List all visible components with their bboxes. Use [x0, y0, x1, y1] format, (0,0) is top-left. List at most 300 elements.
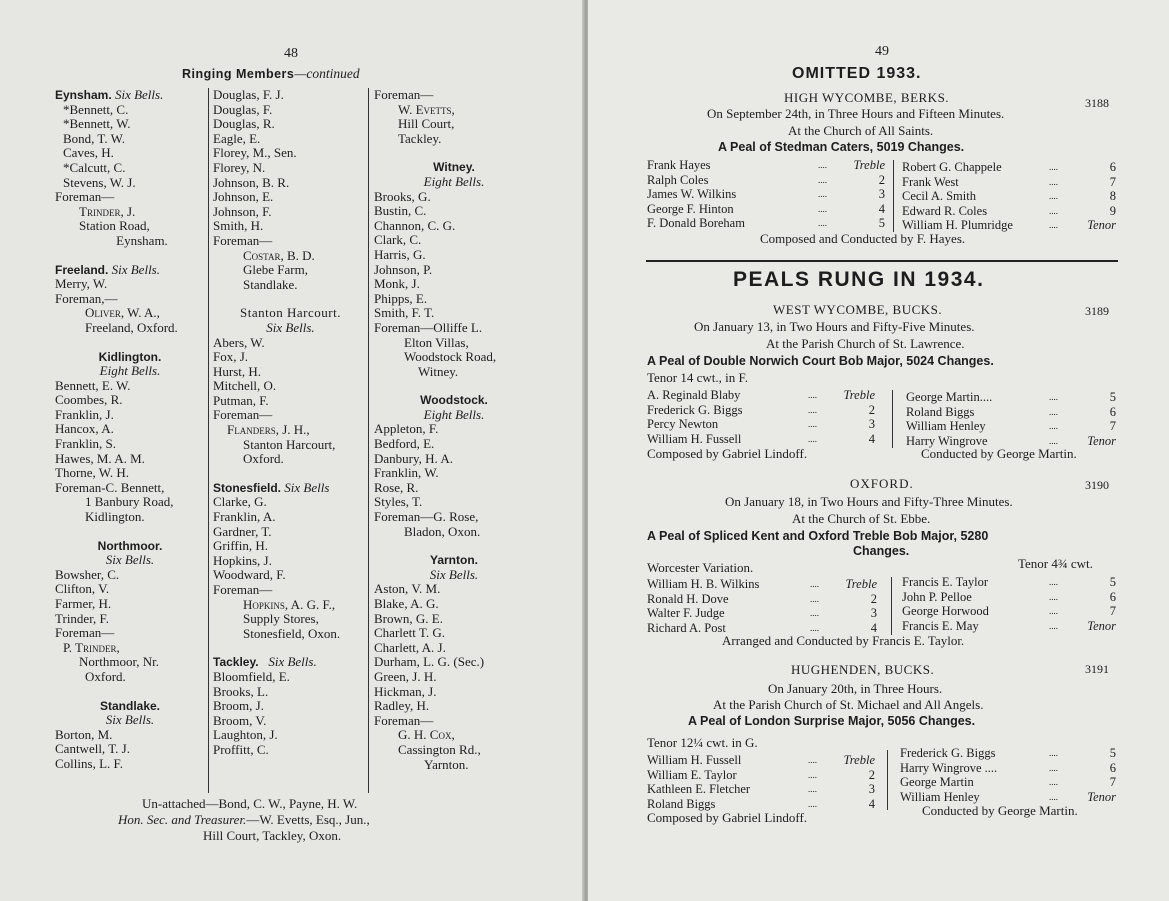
ringer-row	[906, 405, 1118, 420]
stanton-members	[213, 336, 368, 409]
bell-position: 7	[1109, 775, 1116, 789]
leader-dots: ....	[1049, 777, 1058, 787]
member-name: Brown, G. E.	[374, 610, 443, 626]
leader-dots: ....	[818, 160, 827, 170]
member-name: Durham, L. G. (Sec.)	[374, 654, 485, 670]
foreman-label: Foreman—	[213, 407, 273, 423]
foreman-address: Stonesfield, Oxon.	[243, 625, 341, 641]
ringers-divider	[891, 577, 892, 635]
rung-heading: PEALS RUNG IN 1934.	[733, 268, 985, 291]
peal-composer: Composed and Conducted by F. Hayes.	[760, 231, 966, 246]
bells-label: Eight Bells.	[99, 363, 161, 379]
foreman-name: W. Evetts,	[398, 101, 455, 117]
ringer-name: Frederick G. Biggs	[647, 402, 743, 417]
member-name: Rose, R.	[374, 479, 419, 495]
ringer-row	[647, 202, 887, 217]
bell-position: 7	[1109, 419, 1116, 433]
section-kidlington: Kidlington.	[98, 349, 162, 364]
member-name: Hurst, H.	[213, 363, 262, 379]
ringer-row	[647, 158, 887, 173]
member-name: Coombes, R.	[55, 392, 123, 408]
leader-dots: ....	[808, 798, 817, 809]
leader-dots: ....	[810, 579, 819, 589]
section-freeland: Freeland. Six Bells.	[55, 261, 160, 277]
leader-dots: ....	[1049, 205, 1058, 216]
ringer-name: F. Donald Boreham	[647, 216, 745, 230]
northmoor-members	[55, 568, 205, 626]
peal-place: WEST WYCOMBE, BUCKS.	[773, 302, 943, 317]
member-name: Monk, J.	[374, 276, 420, 292]
leader-dots: ....	[1049, 791, 1058, 802]
leader-dots: ....	[808, 419, 817, 429]
peal-place: HIGH WYCOMBE, BERKS.	[784, 90, 950, 105]
section-northmoor: Northmoor.	[97, 538, 163, 553]
bell-position: 6	[1109, 589, 1116, 604]
leader-dots: ....	[808, 404, 817, 415]
leader-dots: ....	[1049, 421, 1058, 431]
member-name: Clifton, V.	[55, 581, 110, 597]
ringer-name: Frank West	[902, 174, 959, 189]
peal-number: 3191	[1085, 662, 1109, 676]
bell-position: 7	[1109, 604, 1116, 618]
member-name: Merry, W.	[55, 276, 108, 292]
member-name: Bennett, E. W.	[55, 377, 131, 393]
peal-tenor: Tenor 12¼ cwt. in G.	[647, 735, 758, 750]
tackley-members	[213, 670, 368, 758]
leader-dots: ....	[1049, 162, 1058, 172]
yarnton-members	[374, 582, 534, 713]
member-name: Aston, V. M.	[374, 581, 441, 597]
leader-dots: ....	[1049, 191, 1058, 201]
ringer-row	[647, 173, 887, 188]
leader-dots: ....	[808, 755, 817, 765]
peal-conductor: Conducted by George Martin.	[921, 446, 1077, 461]
ringer-name: Walter F. Judge	[647, 606, 725, 620]
member-name: Douglas, R.	[213, 116, 275, 132]
leader-dots: ....	[1049, 577, 1058, 587]
ringer-name: Edward R. Coles	[902, 203, 988, 218]
ringer-name: Roland Biggs	[906, 404, 975, 419]
member-name: Florey, N.	[213, 159, 266, 175]
foreman-address: Woodstock Road,	[404, 349, 497, 365]
member-name: Laughton, J.	[213, 727, 278, 743]
member-name: Clarke, G.	[213, 494, 267, 510]
peal-date: On September 24th, in Three Hours and Fifteen Minutes.	[707, 106, 1005, 121]
section-tackley: Tackley. Six Bells.	[213, 654, 317, 670]
ringer-row	[902, 160, 1118, 175]
bell-position: 5	[1109, 746, 1116, 760]
ringer-name: William Henley	[900, 789, 980, 804]
foreman-address: Oxford.	[85, 668, 126, 684]
ringer-name: George Martin	[900, 775, 974, 789]
right-page	[588, 0, 1169, 901]
ringer-name: Frank Hayes	[647, 158, 711, 172]
member-name: Franklin, S.	[55, 436, 117, 452]
section-eynsham: Eynsham. Six Bells.	[55, 87, 164, 102]
member-name: Bustin, C.	[374, 203, 427, 219]
peal-date: On January 20th, in Three Hours.	[768, 681, 943, 696]
ringer-name: William Henley	[906, 419, 986, 433]
section-witney: Witney.	[433, 160, 475, 175]
peal-title: A Peal of Double Norwich Court Bob Major, 5024 Changes.	[647, 354, 994, 368]
witney-members	[374, 190, 534, 321]
member-name: Johnson, B. R.	[213, 174, 290, 190]
ringer-row	[647, 797, 877, 812]
section-woodstock: Woodstock.	[420, 393, 488, 408]
foreman-name: P. Trinder,	[63, 639, 120, 655]
ringer-name: Roland Biggs	[647, 796, 716, 811]
leader-dots: ....	[1049, 620, 1058, 631]
woodstock-members	[374, 422, 534, 510]
peal-church: At the Church of St. Ebbe.	[792, 511, 931, 526]
foreman-address: 1 Banbury Road,	[85, 494, 174, 510]
foreman-address: Glebe Farm,	[243, 262, 308, 278]
member-name: Proffitt, C.	[213, 741, 269, 757]
ringers-left	[647, 753, 877, 811]
bell-position: 2	[868, 402, 875, 417]
member-name: Smith, F. T.	[374, 305, 435, 321]
member-name: Harris, G.	[374, 246, 426, 262]
leader-dots: ....	[810, 593, 819, 604]
ringer-name: Richard A. Post	[647, 620, 726, 635]
ringer-name: Francis E. May	[902, 618, 979, 633]
foreman-name: Hopkins, A. G. F.,	[243, 596, 336, 612]
leader-dots: ....	[1049, 606, 1058, 616]
member-name: Collins, L. F.	[55, 755, 123, 771]
bell-position: Tenor	[1087, 218, 1116, 232]
bell-position: 3	[868, 782, 875, 796]
leader-dots: ....	[1049, 762, 1058, 773]
member-name: Hopkins, J.	[213, 552, 272, 568]
member-name: Broom, V.	[213, 712, 267, 728]
peal-church: At the Parish Church of St. Michael and All Angels.	[713, 697, 984, 712]
bell-position: 6	[1109, 160, 1116, 174]
ringer-name: John P. Pelloe	[902, 589, 972, 604]
peal-composer: Composed by Gabriel Lindoff.	[647, 810, 808, 825]
bell-position: Treble	[843, 388, 875, 402]
bells-label: Eight Bells.	[423, 406, 485, 422]
leader-dots: ....	[1049, 392, 1058, 402]
ringer-row	[902, 204, 1118, 219]
members-column-1	[55, 88, 205, 772]
page-title: Ringing Members—continued	[182, 66, 360, 81]
hon-sec-line: Hon. Sec. and Treasurer.—W. Evetts, Esq., Jun.,	[118, 812, 370, 827]
member-name: Hawes, M. A. M.	[55, 450, 145, 466]
member-name: Franklin, J.	[55, 406, 114, 422]
stonesfield-members	[213, 495, 368, 583]
section-stanton-harcourt: Stanton Harcourt.	[240, 305, 341, 321]
bell-position: 2	[870, 591, 877, 606]
ringer-name: Ralph Coles	[647, 172, 709, 187]
ringers-right	[900, 746, 1118, 804]
foreman-address: Freeland, Oxford.	[85, 319, 178, 335]
peal-title-cont: Changes.	[853, 544, 910, 558]
ringer-row	[900, 775, 1118, 790]
peal-church: At the Parish Church of St. Lawrence.	[766, 336, 965, 351]
member-name: Bedford, E.	[374, 436, 435, 452]
ringer-name: William E. Taylor	[647, 767, 737, 782]
member-name: Styles, T.	[374, 494, 423, 510]
bell-position: 4	[868, 431, 875, 446]
member-name: Johnson, F.	[213, 203, 272, 219]
leader-dots: ....	[808, 390, 817, 400]
leader-dots: ....	[810, 622, 819, 633]
foreman-name: Oliver, W. A.,	[85, 305, 160, 321]
member-name: Mitchell, O.	[213, 378, 277, 394]
member-name: Putman, F.	[213, 392, 269, 408]
bells-label: Six Bells.	[105, 712, 155, 728]
foreman-address: Kidlington.	[85, 509, 145, 525]
ringer-name: George F. Hinton	[647, 201, 734, 216]
foreman-address: Hill Court,	[398, 116, 455, 132]
standlake-members	[55, 728, 205, 772]
bell-position: 6	[1109, 760, 1116, 775]
ringer-row	[900, 761, 1118, 776]
bells-label: Six Bells.	[266, 319, 315, 335]
kidlington-members	[55, 379, 205, 481]
continued-members	[213, 88, 368, 234]
ringer-row	[647, 432, 877, 447]
unattached-line: Un-attached—Bond, C. W., Payne, H. W.	[142, 796, 358, 811]
ringers-divider	[887, 750, 888, 810]
member-name: Florey, M., Sen.	[213, 145, 297, 161]
member-name: Trinder, F.	[55, 610, 109, 626]
peal-church: At the Church of All Saints.	[788, 123, 934, 138]
bell-position: Treble	[845, 577, 877, 591]
member-name: *Bennett, W.	[63, 116, 131, 132]
ringers-left	[647, 577, 879, 635]
peal-variation: Worcester Variation.	[647, 560, 754, 575]
bell-position: 4	[868, 796, 875, 811]
member-name: Caves, H.	[63, 145, 114, 161]
bells-label: Six Bells.	[105, 552, 155, 568]
bell-position: Treble	[843, 753, 875, 767]
member-name: Brooks, G.	[374, 188, 431, 204]
section-standlake: Standlake.	[99, 698, 161, 713]
leader-dots: ....	[818, 174, 827, 185]
foreman-address: Station Road,	[79, 218, 150, 234]
foreman-label: Foreman—	[374, 712, 434, 728]
foreman-name: Trinder, J.	[79, 203, 136, 219]
ringer-row	[906, 390, 1118, 405]
bells-label: Six Bells.	[429, 566, 479, 582]
ringer-row	[902, 604, 1118, 619]
member-name: Smith, H.	[213, 218, 264, 234]
leader-dots: ....	[1049, 748, 1058, 758]
foreman-label: Foreman—	[55, 189, 115, 205]
section-stonesfield: Stonesfield. Six Bells	[213, 479, 330, 495]
leader-dots: ....	[1049, 176, 1058, 187]
ringer-row	[900, 790, 1118, 805]
bell-position: 9	[1109, 203, 1116, 218]
ringers-left	[647, 388, 877, 446]
ringer-row	[902, 619, 1118, 634]
ringer-name: William H. Plumridge	[902, 218, 1013, 232]
ringer-row	[647, 187, 887, 202]
ringer-name: James W. Wilkins	[647, 187, 737, 201]
member-name: Bloomfield, E.	[213, 668, 290, 684]
peal-date: On January 18, in Two Hours and Fifty-Three Minutes.	[725, 494, 1013, 509]
leader-dots: ....	[818, 218, 827, 228]
member-name: Appleton, F.	[374, 421, 439, 437]
bell-position: 2	[878, 172, 885, 187]
ringer-name: William H. B. Wilkins	[647, 577, 760, 591]
ringer-name: Ronald H. Dove	[647, 591, 729, 606]
ringers-divider	[893, 160, 894, 232]
members-column-3	[374, 88, 534, 772]
ringer-name: George Horwood	[902, 604, 989, 618]
ringer-row	[647, 592, 879, 607]
bell-position: 2	[868, 767, 875, 782]
members-column-2	[213, 88, 368, 758]
peal-tenor: Tenor 14 cwt., in F.	[647, 370, 748, 385]
peal-title: A Peal of Spliced Kent and Oxford Treble Bob Major, 5280	[647, 529, 989, 543]
member-name: Green, J. H.	[374, 668, 437, 684]
ringer-row	[647, 606, 879, 621]
leader-dots: ....	[810, 608, 819, 618]
member-name: Borton, M.	[55, 726, 113, 742]
bell-position: Treble	[853, 158, 885, 172]
bell-position: 4	[878, 201, 885, 216]
bell-position: 4	[870, 620, 877, 635]
peal-composer: Composed by Gabriel Lindoff.	[647, 446, 808, 461]
foreman-address: Elton Villas,	[404, 334, 469, 350]
member-name: Bowsher, C.	[55, 566, 120, 582]
ringers-right	[906, 390, 1118, 448]
ringer-name: Francis E. Taylor	[902, 575, 989, 589]
foreman-address: Cassington Rd.,	[398, 741, 481, 757]
leader-dots: ....	[818, 203, 827, 214]
leader-dots: ....	[808, 433, 817, 444]
ringer-row	[902, 575, 1118, 590]
section-rule	[646, 260, 1118, 262]
foreman-address: Standlake.	[243, 276, 298, 292]
ringer-row	[902, 175, 1118, 190]
leader-dots: ....	[818, 189, 827, 199]
column-rule	[208, 88, 209, 793]
peal-composer: Arranged and Conducted by Francis E. Taylor.	[722, 633, 965, 648]
ringers-left	[647, 158, 887, 231]
bells-label: Eight Bells.	[423, 173, 485, 189]
foreman-label: Foreman—	[213, 232, 273, 248]
member-name: Franklin, A.	[213, 509, 276, 525]
bell-position: 6	[1109, 404, 1116, 419]
member-name: Bond, T. W.	[63, 130, 126, 146]
leader-dots: ....	[1049, 220, 1058, 230]
left-page	[0, 0, 584, 901]
member-name: Johnson, E.	[213, 189, 274, 205]
ringers-right	[902, 160, 1118, 233]
page-number-right: 49	[875, 44, 889, 59]
ringer-row	[647, 768, 877, 783]
peal-title: A Peal of Stedman Caters, 5019 Changes.	[718, 140, 965, 154]
member-name: Douglas, F. J.	[213, 87, 284, 102]
ringer-row	[902, 590, 1118, 605]
bell-position: 5	[878, 216, 885, 230]
bell-position: 5	[1109, 575, 1116, 589]
bell-position: 3	[870, 606, 877, 620]
member-name: Franklin, W.	[374, 465, 439, 481]
foreman-line: Foreman—G. Rose,	[374, 509, 479, 525]
member-name: Stevens, W. J.	[63, 174, 136, 190]
foreman-label: Foreman—	[55, 625, 115, 641]
foreman-address: Stanton Harcourt,	[243, 436, 336, 452]
page-number-left: 48	[284, 46, 298, 61]
ringer-row	[647, 417, 877, 432]
ringer-name: Kathleen E. Fletcher	[647, 782, 751, 796]
peal-place: OXFORD.	[850, 476, 914, 491]
freeland-members	[55, 277, 205, 292]
peal-number: 3190	[1085, 478, 1109, 492]
leader-dots: ....	[1049, 591, 1058, 602]
member-name: Charlett T. G.	[374, 625, 446, 641]
foreman-label: Foreman,—	[55, 290, 118, 306]
member-name: Gardner, T.	[213, 523, 272, 539]
foreman-address: Eynsham.	[116, 232, 168, 248]
member-name: *Calcutt, C.	[63, 159, 126, 175]
foreman-name: Flanders, J. H.,	[227, 422, 310, 438]
ringer-row	[900, 746, 1118, 761]
member-name: Fox, J.	[213, 349, 249, 365]
member-name: Griffin, H.	[213, 538, 269, 554]
bell-position: 5	[1109, 390, 1116, 404]
ringer-name: Harry Wingrove	[906, 433, 988, 448]
peal-date: On January 13, in Two Hours and Fifty-Five Minutes.	[694, 319, 975, 334]
ringer-row	[647, 753, 877, 768]
peal-number: 3189	[1085, 304, 1109, 318]
ringer-row	[647, 388, 877, 403]
member-name: Brooks, L.	[213, 683, 269, 699]
member-name: Broom, J.	[213, 698, 264, 714]
ringer-name: A. Reginald Blaby	[647, 388, 741, 402]
foreman-address: Oxford.	[243, 451, 284, 467]
member-name: Abers, W.	[213, 334, 265, 350]
ringer-row	[647, 216, 887, 231]
ringer-name: George Martin....	[906, 390, 993, 404]
foreman-label: Foreman—	[213, 582, 273, 597]
ringer-name: William H. Fussell	[647, 431, 742, 446]
bell-position: 3	[868, 417, 875, 431]
member-name: Johnson, P.	[374, 261, 433, 277]
section-yarnton: Yarnton.	[429, 553, 478, 568]
column-rule	[368, 88, 369, 793]
foreman-address: Tackley.	[398, 130, 442, 146]
ringer-row	[647, 577, 879, 592]
member-name: Farmer, H.	[55, 596, 112, 611]
ringer-name: Frederick G. Biggs	[900, 746, 996, 760]
bell-position: 3	[878, 187, 885, 201]
member-name: Cantwell, T. J.	[55, 741, 130, 757]
foreman-label: Foreman—	[374, 87, 434, 102]
leader-dots: ....	[808, 784, 817, 794]
member-name: Radley, H.	[374, 698, 430, 714]
peal-number: 3188	[1085, 96, 1109, 110]
member-name: Danbury, H. A.	[374, 450, 453, 466]
ringer-name: Cecil A. Smith	[902, 189, 976, 203]
ringer-row	[906, 419, 1118, 434]
ringer-row	[902, 189, 1118, 204]
foreman-line: Foreman-C. Bennett,	[55, 479, 165, 495]
peal-title: A Peal of London Surprise Major, 5056 Changes.	[688, 714, 976, 728]
peal-conductor: Conducted by George Martin.	[922, 803, 1078, 818]
peal-tenor: Tenor 4¾ cwt.	[1018, 556, 1093, 571]
ringer-name: Harry Wingrove ....	[900, 760, 998, 775]
member-name: Woodward, F.	[213, 567, 286, 583]
peal-place: HUGHENDEN, BUCKS.	[791, 662, 935, 677]
bell-position: Tenor	[1087, 433, 1116, 448]
bell-position: Tenor	[1087, 618, 1116, 633]
ringers-divider	[892, 390, 893, 448]
